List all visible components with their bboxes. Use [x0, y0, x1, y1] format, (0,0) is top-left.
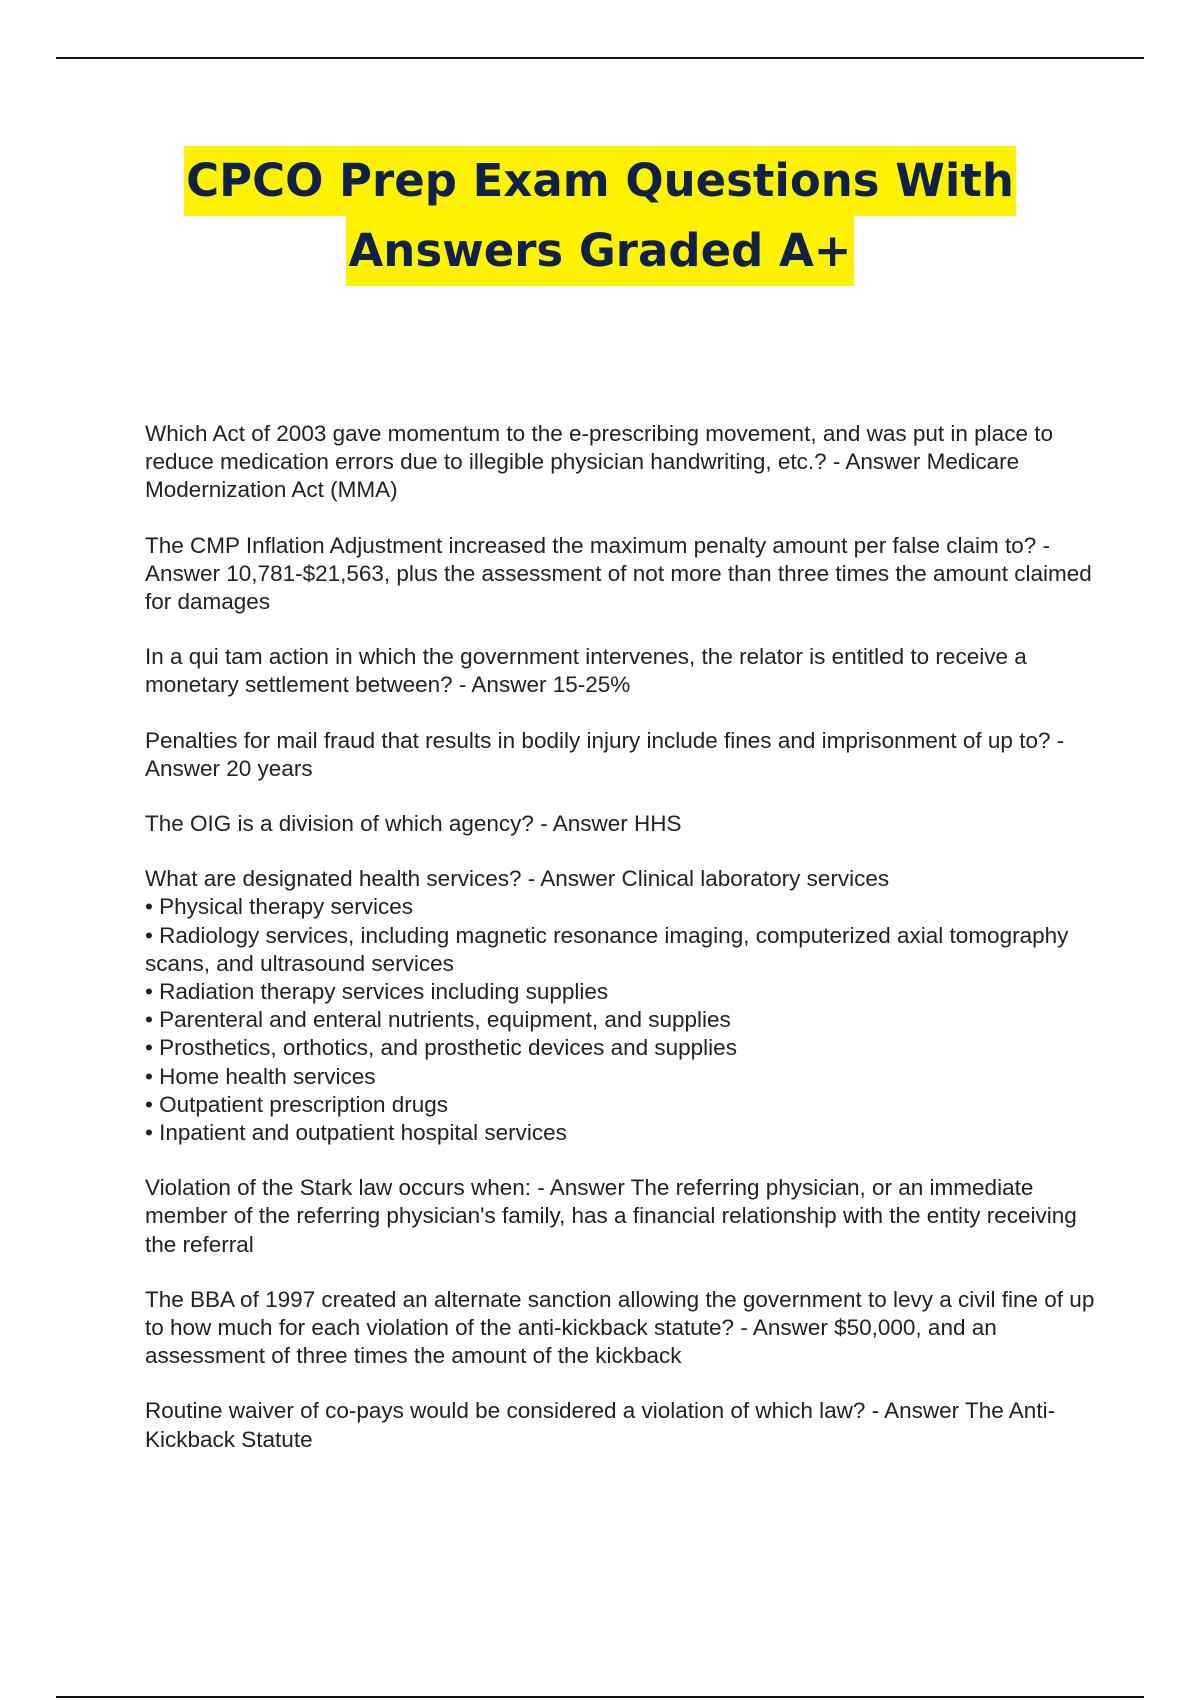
bullet-item: • Prosthetics, orthotics, and prosthetic devices and supplies [145, 1034, 1095, 1062]
qa-item [145, 1286, 1095, 1371]
qa-text: The BBA of 1997 created an alternate sanction allowing the government to levy a civil fine of up to how much for each violation of the anti-kickback statute? - Answer $50,000, and an assessment of three times the amount of the kickback [145, 1286, 1095, 1369]
qa-text: The OIG is a division of which agency? - Answer HHS [145, 811, 682, 837]
bullet-item: • Parenteral and enteral nutrients, equipment, and supplies [145, 1006, 1095, 1034]
qa-item [145, 532, 1095, 617]
qa-item [145, 643, 1095, 699]
top-rule [56, 57, 1144, 59]
bullet-item: • Radiation therapy services including supplies [145, 978, 1095, 1006]
qa-item [145, 420, 1095, 505]
bottom-rule [56, 1696, 1144, 1698]
qa-item-designated-services [145, 865, 1095, 1147]
title-line-1: CPCO Prep Exam Questions With [184, 146, 1016, 216]
qa-item [145, 727, 1095, 783]
bullet-item: • Outpatient prescription drugs [145, 1091, 1095, 1119]
qa-text: In a qui tam action in which the government intervenes, the relator is entitled to receive a monetary settlement between? - Answer 15-25% [145, 644, 1027, 698]
qa-text: Violation of the Stark law occurs when: - Answer The referring physician, or an immediate member of the referring physician's family, has a financial relationship with the entity receiving the referral [145, 1175, 1077, 1257]
bullet-item: • Radiology services, including magnetic resonance imaging, computerized axial tomography scans, and ultrasound services [145, 922, 1095, 978]
qa-text: What are designated health services? - Answer Clinical laboratory services [145, 866, 890, 892]
qa-text: Routine waiver of co-pays would be considered a violation of which law? - Answer The Anti-Kickback Statute [145, 1398, 1056, 1452]
qa-text: The CMP Inflation Adjustment increased the maximum penalty amount per false claim to? - Answer 10,781-$21,563, plus the assessment of not more than three times the amount claimed for damages [145, 532, 1092, 615]
bullet-item: • Physical therapy services [145, 893, 1095, 921]
bullet-item: • Home health services [145, 1063, 1095, 1091]
title-line-2: Answers Graded A+ [346, 216, 853, 286]
qa-text: Which Act of 2003 gave momentum to the e-prescribing movement, and was put in place to reduce medication errors due to illegible physician handwriting, etc.? - Answer Medicare Modernization Act (MMA) [145, 421, 1053, 503]
qa-item [145, 810, 1095, 838]
qa-item [145, 1174, 1095, 1259]
qa-list [145, 420, 1095, 1481]
bullet-list [145, 893, 1095, 1147]
document-title [0, 146, 1200, 286]
qa-text: Penalties for mail fraud that results in bodily injury include fines and imprisonment of up to? - Answer 20 years [145, 727, 1065, 781]
qa-item [145, 1397, 1095, 1453]
bullet-item: • Inpatient and outpatient hospital services [145, 1119, 1095, 1147]
